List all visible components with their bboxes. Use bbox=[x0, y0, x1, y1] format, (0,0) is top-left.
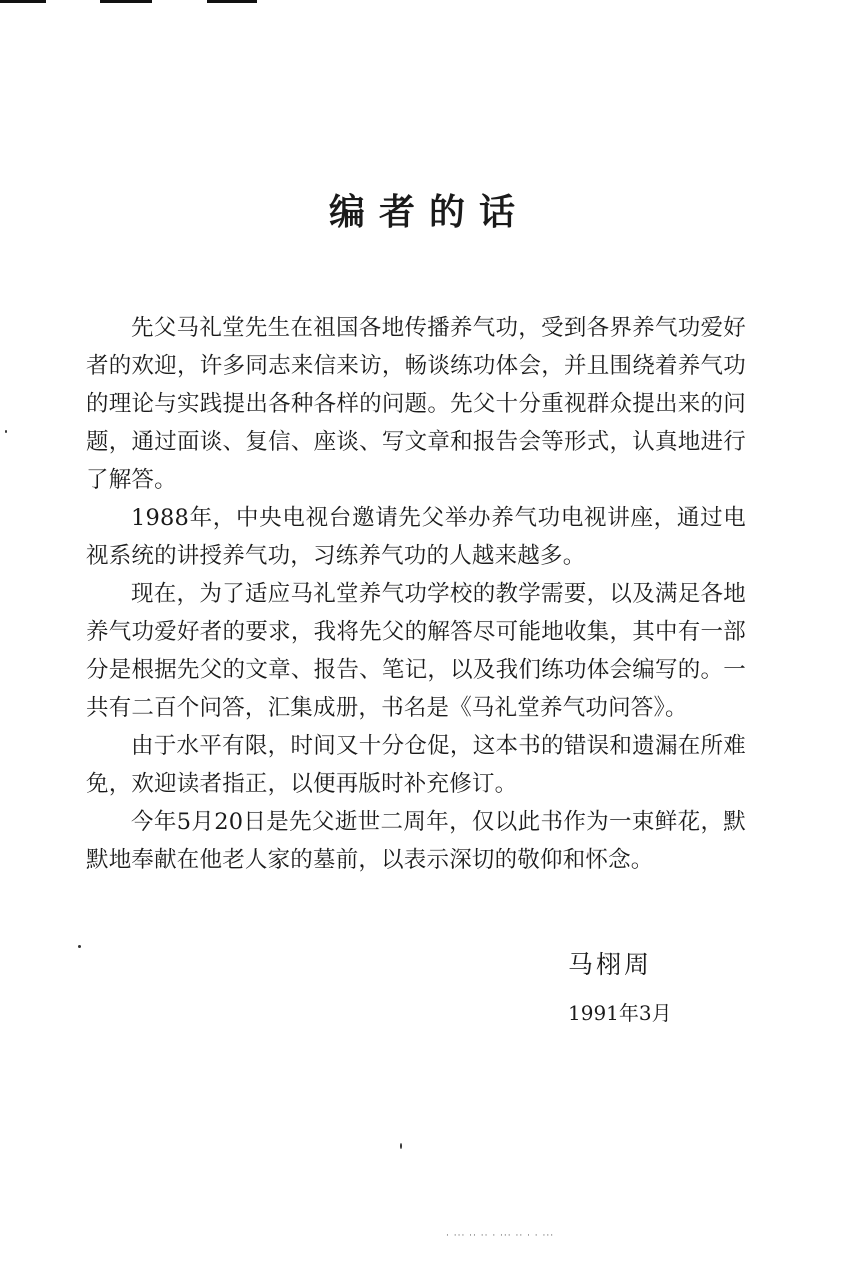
paragraph-1: 先父马礼堂先生在祖国各地传播养气功，受到各界养气功爱好者的欢迎，许多同志来信来访，畅谈练功体会，并且围绕着养气功的理论与实践提出各种各样的问题。先父十分重视群众提出来的问题，通过面谈、复信、座谈、写文章和报告会等形式，认真地进行了解答。 bbox=[86, 315, 746, 493]
signature-block bbox=[568, 945, 672, 1033]
scan-speck bbox=[78, 945, 81, 948]
paragraph-4: 由于水平有限，时间又十分仓促，这本书的错误和遗漏在所难免，欢迎读者指正，以便再版时补充修订。 bbox=[86, 733, 746, 797]
paragraph-2: 1988年，中央电视台邀请先父举办养气功电视讲座，通过电视系统的讲授养气功，习练养气功的人越来越多。 bbox=[86, 505, 746, 569]
author-name: 马栩周 bbox=[568, 950, 653, 979]
paragraph-5: 今年5月20日是先父逝世二周年，仅以此书作为一束鲜花，默默地奉献在他老人家的墓前，以表示深切的敬仰和怀念。 bbox=[86, 809, 746, 873]
top-rule-left bbox=[0, 0, 46, 3]
scan-speck bbox=[5, 430, 7, 433]
paragraph-3: 现在，为了适应马礼堂养气功学校的教学需要，以及满足各地养气功爱好者的要求，我将先父的解答尽可能地收集，其中有一部分是根据先父的文章、报告、笔记，以及我们练功体会编写的。一共有二百个问答，汇集成册，书名是《马礼堂养气功问答》。 bbox=[86, 581, 746, 721]
top-rule-right bbox=[207, 0, 257, 3]
signature-date: 1991年3月 bbox=[568, 1001, 672, 1025]
preface-body bbox=[86, 309, 746, 879]
footer-scan-marks: · ··· ·· ·· · ··· ·· · · ··· bbox=[446, 1231, 555, 1241]
scan-speck bbox=[400, 1143, 402, 1149]
page-title: 编者的话 bbox=[328, 191, 529, 233]
top-rule-middle bbox=[100, 0, 152, 3]
